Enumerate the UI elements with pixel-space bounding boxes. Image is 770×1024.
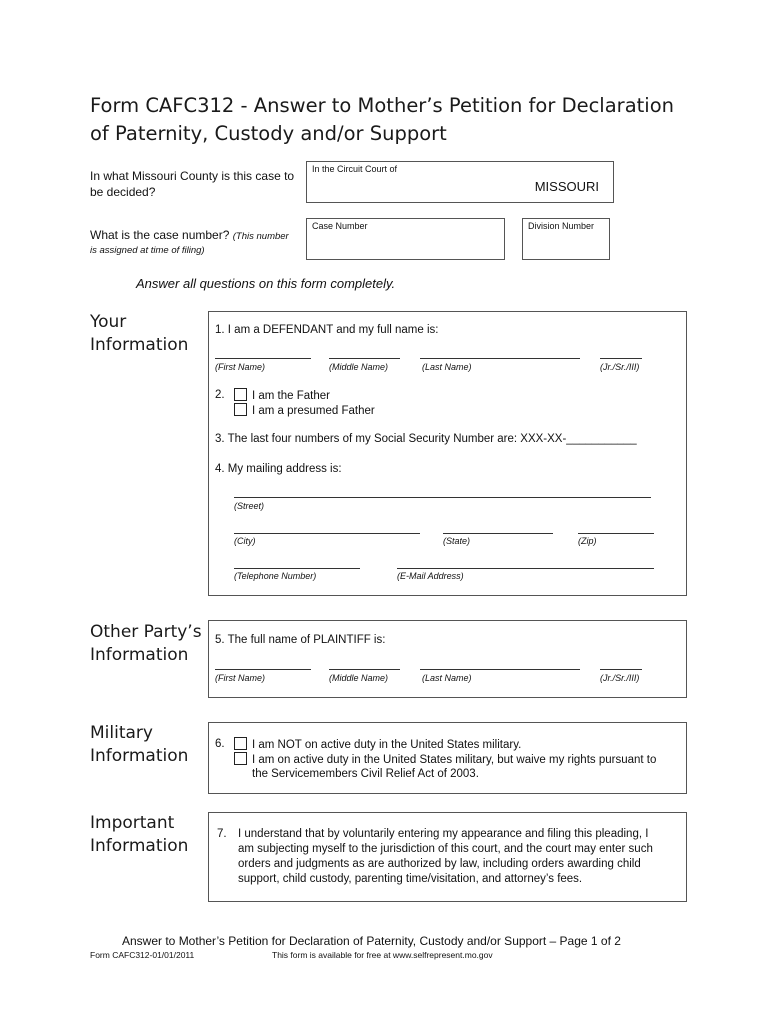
q5-middle-name-line[interactable] <box>329 669 400 670</box>
q6-number: 6. <box>215 738 225 750</box>
q7-line-1: I understand that by voluntarily entering my appearance and filing this pleading, I <box>238 828 649 840</box>
footer-availability: This form is available for free at www.selfrepresent.mo.gov <box>272 950 493 960</box>
footer-page-title: Answer to Mother’s Petition for Declaration of Paternity, Custody and/or Support – Page 1 of 2 <box>122 934 621 948</box>
presumed-father-checkbox[interactable] <box>234 403 247 416</box>
form-title-line-2: of Paternity, Custody and/or Support <box>90 122 447 145</box>
q1-last-name-line[interactable] <box>420 358 580 359</box>
q1-text: 1. I am a DEFENDANT and my full name is: <box>215 324 439 336</box>
q5-suffix-line[interactable] <box>600 669 642 670</box>
q6-option-active-waive[interactable] <box>234 752 684 768</box>
other-party-box <box>208 620 687 698</box>
street-label: (Street) <box>234 501 265 511</box>
your-information-box <box>208 311 687 596</box>
county-question-line-1: In what Missouri County is this case to <box>90 169 295 183</box>
q3-text: 3. The last four numbers of my Social Security Number are: XXX-XX-___________ <box>215 433 637 445</box>
q7-line-3: orders and judgments as are authorized by law, including orders awarding child <box>238 858 641 870</box>
q1-suffix-label: (Jr./Sr./III) <box>600 362 640 372</box>
q2-number: 2. <box>215 389 225 401</box>
military-heading-line-2: Information <box>90 746 189 766</box>
military-heading-line-1: Military <box>90 723 153 743</box>
zip-line[interactable] <box>578 533 654 534</box>
q4-text: 4. My mailing address is: <box>215 463 342 475</box>
q5-suffix-label: (Jr./Sr./III) <box>600 673 640 683</box>
presumed-father-option-label: I am a presumed Father <box>252 405 375 417</box>
q1-last-name-label: (Last Name) <box>422 362 472 372</box>
telephone-line[interactable] <box>234 568 360 569</box>
q2-option-presumed-father[interactable] <box>234 403 375 419</box>
q7-number: 7. <box>217 828 227 840</box>
form-title-line-1: Form CAFC312 - Answer to Mother’s Petition for Declaration <box>90 94 674 117</box>
q7-statement <box>238 827 683 887</box>
q1-middle-name-line[interactable] <box>329 358 400 359</box>
important-heading-line-1: Important <box>90 813 175 833</box>
q5-last-name-label: (Last Name) <box>422 673 472 683</box>
not-active-duty-checkbox[interactable] <box>234 737 247 750</box>
important-heading-line-2: Information <box>90 836 189 856</box>
other-party-heading-line-2: Information <box>90 645 189 665</box>
military-box <box>208 722 687 794</box>
case-number-label: Case Number <box>312 221 368 231</box>
division-number-label: Division Number <box>528 221 595 231</box>
your-information-heading <box>90 311 188 357</box>
father-option-label: I am the Father <box>252 390 330 402</box>
case-number-note-2: is assigned at time of filing) <box>90 245 205 256</box>
zip-label: (Zip) <box>578 536 597 546</box>
case-number-question-text: What is the case number? <box>90 228 230 242</box>
q6-option-not-active[interactable] <box>234 737 521 753</box>
telephone-label: (Telephone Number) <box>234 571 317 581</box>
street-line[interactable] <box>234 497 651 498</box>
q7-line-4: support, child custody, parenting time/visitation, and attorney’s fees. <box>238 873 583 885</box>
q1-first-name-line[interactable] <box>215 358 311 359</box>
not-active-duty-label: I am NOT on active duty in the United States military. <box>252 739 522 751</box>
case-number-question <box>90 227 305 257</box>
q1-middle-name-label: (Middle Name) <box>329 362 389 372</box>
other-party-heading-line-1: Other Party’s <box>90 622 202 642</box>
q1-first-name-label: (First Name) <box>215 362 265 372</box>
state-value: MISSOURI <box>534 179 599 194</box>
q5-middle-name-label: (Middle Name) <box>329 673 389 683</box>
state-label: (State) <box>443 536 471 546</box>
county-question <box>90 168 305 200</box>
instruction-text: Answer all questions on this form completely. <box>136 276 396 291</box>
state-line[interactable] <box>443 533 553 534</box>
division-number-field[interactable] <box>522 218 610 260</box>
important-heading <box>90 812 188 858</box>
q5-text: 5. The full name of PLAINTIFF is: <box>215 634 386 646</box>
q2-option-father[interactable] <box>234 388 330 404</box>
case-number-field[interactable] <box>306 218 505 260</box>
email-label: (E-Mail Address) <box>397 571 464 581</box>
county-question-line-2: be decided? <box>90 185 156 199</box>
q5-first-name-label: (First Name) <box>215 673 265 683</box>
important-box <box>208 812 687 902</box>
q7-line-2: am subjecting myself to the jurisdiction of this court, and the court may enter such <box>238 843 653 855</box>
father-checkbox[interactable] <box>234 388 247 401</box>
active-duty-waive-label-line-1: I am on active duty in the United States military, but waive my rights pursuant to <box>252 754 657 766</box>
military-heading <box>90 722 188 768</box>
case-number-note-1: (This number <box>232 231 289 242</box>
circuit-court-field[interactable] <box>306 161 614 203</box>
active-duty-waive-label-line-2: the Servicemembers Civil Relief Act of 2003. <box>252 768 479 780</box>
city-label: (City) <box>234 536 256 546</box>
other-party-heading <box>90 621 202 667</box>
q1-suffix-line[interactable] <box>600 358 642 359</box>
form-title <box>90 92 710 148</box>
your-information-heading-line-2: Information <box>90 335 189 355</box>
your-information-heading-line-1: Your <box>90 312 127 332</box>
email-line[interactable] <box>397 568 654 569</box>
q5-last-name-line[interactable] <box>420 669 580 670</box>
circuit-court-label: In the Circuit Court of <box>312 164 398 174</box>
active-duty-waive-checkbox[interactable] <box>234 752 247 765</box>
city-line[interactable] <box>234 533 420 534</box>
q5-first-name-line[interactable] <box>215 669 311 670</box>
footer-form-id: Form CAFC312-01/01/2011 <box>90 950 195 960</box>
